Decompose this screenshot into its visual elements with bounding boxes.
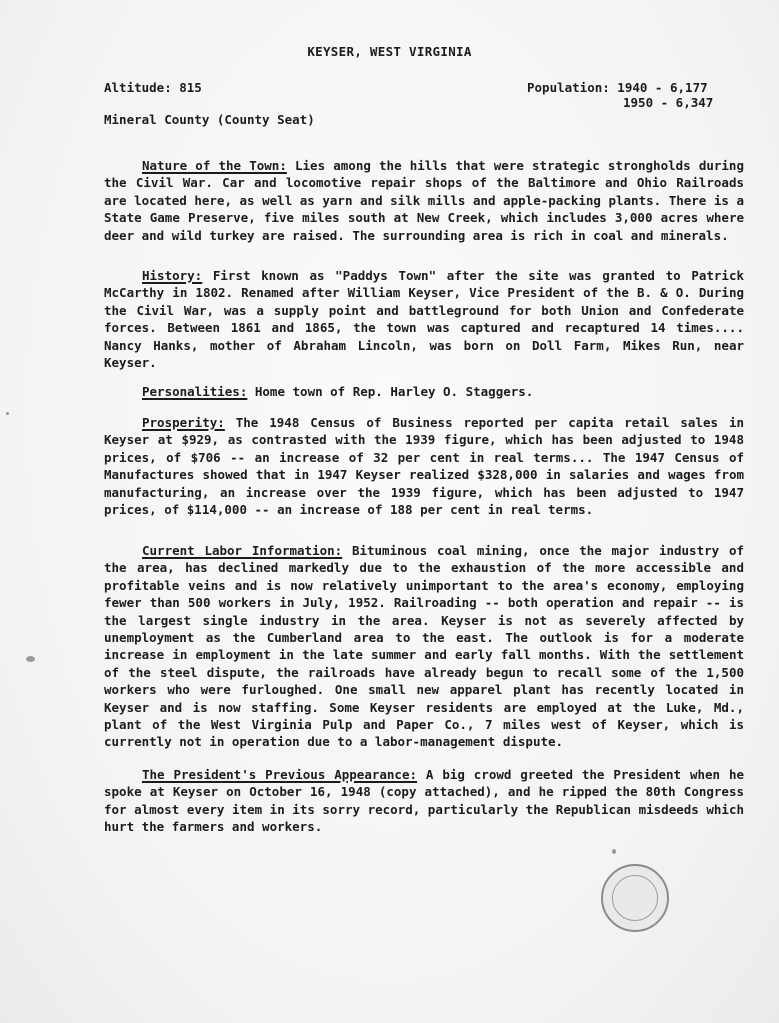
population-1950-line: 1950 - 6,347	[623, 95, 714, 110]
nature-paragraph	[104, 157, 744, 244]
county-line: Mineral County (County Seat)	[104, 112, 315, 127]
nature-text: Lies among the hills that were strategic strongholds during the Civil War. Car and locomotive repair shops of the Baltimore and Ohio Railroads are located here, as well as yarn and silk mills and apple-packing plants. There is a State Game Preserve, five miles south at New Creek, which includes 3,000 acres where deer and wild turkey are raised. The surrounding area is rich in coal and minerals.	[104, 158, 744, 243]
labor-paragraph	[104, 542, 744, 751]
paper-blemish	[6, 412, 9, 415]
history-paragraph	[104, 267, 744, 371]
labor-heading: Current Labor Information:	[142, 543, 343, 558]
archive-stamp-inner-ring	[612, 875, 658, 921]
population-1940-line: Population: 1940 - 6,177	[527, 80, 708, 95]
president-paragraph	[104, 766, 744, 836]
archive-stamp-icon	[601, 864, 669, 932]
president-text: A big crowd greeted the President when he spoke at Keyser on October 16, 1948 (copy attached), and he ripped the 80th Congress for almost every item in its sorry record, particularly the Republican misdeeds which hurt the farmers and workers.	[104, 767, 744, 835]
prosperity-text: The 1948 Census of Business reported per capita retail sales in Keyser at $929, as contrasted with the 1939 figure, which has been adjusted to 1948 prices, of $706 -- an increase of 32 per cent in real terms... The 1947 Census of Manufactures showed that in 1947 Keyser realized $328,000 in salaries and wages from manufacturing, an increase over the 1939 figure, which has been adjusted to 1947 prices, of $114,000 -- an increase of 188 per cent in real terms.	[104, 415, 744, 518]
altitude-line: Altitude: 815	[104, 80, 202, 95]
personalities-text: Home town of Rep. Harley O. Staggers.	[247, 384, 534, 399]
president-heading: The President's Previous Appearance:	[142, 767, 418, 782]
document-title: KEYSER, WEST VIRGINIA	[307, 44, 472, 59]
paper-blemish	[612, 849, 616, 854]
labor-text: Bituminous coal mining, once the major industry of the area, has declined markedly due to the exhaustion of the more accessible and profitable veins and is now relatively unimportant to the area's economy, employing fewer than 500 workers in July, 1952. Railroading -- both operation and repair -- is the largest single industry in the area. Keyser is not as severely affected by unemployment as the Cumberland area to the east. The outlook is for a moderate increase in employment in the late summer and early fall months. With the settlement of the steel dispute, the railroads have already begun to recall some of the 1,500 workers who were furloughed. One small new apparel plant has recently located in Keyser and is now staffing. Some Keyser residents are employed at the Luke, Md., plant of the West Virginia Pulp and Paper Co., 7 miles west of Keyser, which is currently not in operation due to a labor-management dispute.	[104, 543, 744, 750]
personalities-heading: Personalities:	[142, 384, 248, 399]
nature-heading: Nature of the Town:	[142, 158, 287, 173]
personalities-paragraph	[104, 383, 744, 400]
prosperity-heading: Prosperity:	[142, 415, 225, 430]
history-heading: History:	[142, 268, 203, 283]
history-text: First known as "Paddys Town" after the site was granted to Patrick McCarthy in 1802. Renamed after William Keyser, Vice President of the B. & O. During the Civil War, was a supply point and battleground for both Union and Confederate forces. Between 1861 and 1865, the town was captured and recaptured 14 times.... Nancy Hanks, mother of Abraham Lincoln, was born on Doll Farm, Mikes Run, near Keyser.	[104, 268, 744, 371]
prosperity-paragraph	[104, 414, 744, 518]
paper-blemish	[26, 656, 35, 662]
